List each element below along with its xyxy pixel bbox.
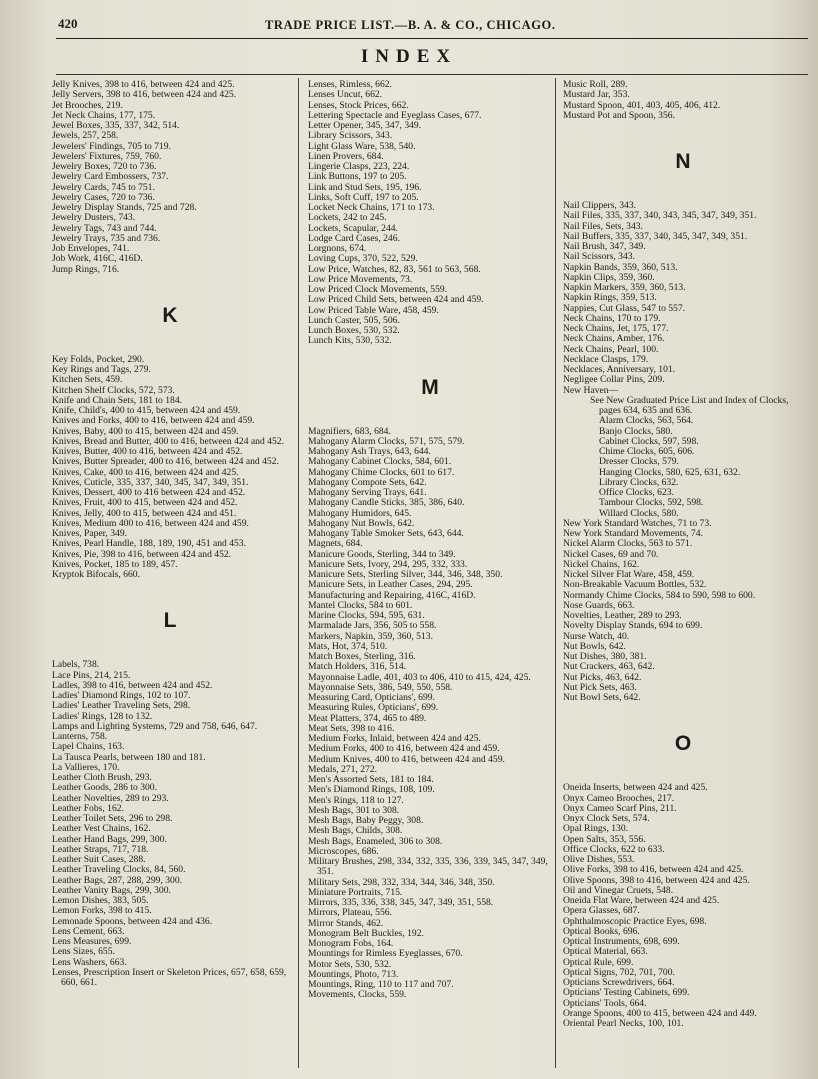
index-entry: Napkin Clips, 359, 360. (563, 271, 655, 283)
index-entry: Necklace Clasps, 179. (563, 353, 649, 365)
index-entry: Oneida Inserts, between 424 and 425. (563, 782, 708, 794)
index-entry: Neck Chains, Pearl, 100. (563, 343, 659, 355)
index-entry: New Haven— (563, 384, 619, 396)
index-entry: Onyx Cameo Brooches, 217. (563, 792, 675, 804)
index-entry: Optical Material, 663. (563, 946, 648, 958)
index-title: INDEX (360, 46, 458, 67)
index-entry: Lemon Forks, 398 to 415. (52, 905, 152, 917)
index-entry: Jewel Boxes, 335, 337, 342, 514. (52, 120, 180, 131)
index-entry: Neck Chains, Jet, 175, 177. (563, 323, 669, 334)
letter-heading-m: M (421, 375, 439, 399)
index-entry: Lapel Chains, 163. (52, 741, 125, 753)
index-entry: Onyx Clock Sets, 574. (563, 813, 650, 824)
index-entry: Military Brushes, 298, 334, 332, 335, 336, 339, 345, 347, 349, 351. (308, 856, 548, 878)
index-entry: Key Rings and Tags, 279. (52, 364, 151, 375)
l-entries-cont (308, 80, 552, 347)
index-entry: Mirror Stands, 462. (308, 917, 384, 929)
index-entry: Medium Knives, 400 to 416, between 424 and 459. (308, 753, 505, 765)
index-entry: Link and Stud Sets, 195, 196. (308, 181, 422, 193)
index-entry: Measuring Card, Opticians', 699. (308, 692, 435, 703)
index-entry: Magnets, 684. (308, 538, 363, 550)
index-entry: Open Salts, 353, 556. (563, 833, 646, 845)
index-entry: Jewelry Card Embossers, 737. (52, 171, 169, 183)
index-entry: Nail Buffers, 335, 337, 340, 345, 347, 349, 351. (563, 230, 748, 242)
index-column-1 (52, 80, 288, 988)
index-entry: Jewelry Tags, 743 and 744. (52, 222, 157, 234)
index-entry: Leather Bags, 287, 288, 299, 300. (52, 874, 183, 886)
index-entry: Measuring Rules, Opticians', 699. (308, 702, 439, 714)
index-entry: Medals, 271, 272. (308, 763, 378, 775)
index-entry: Leather Toilet Sets, 296 to 298. (52, 813, 173, 824)
index-entry: Leather Vanity Bags, 299, 300. (52, 884, 171, 896)
index-entry: Link Buttons, 197 to 205. (308, 171, 407, 183)
index-entry: La Vallieres, 170. (52, 761, 120, 773)
index-entry: Leather Cloth Brush, 293. (52, 772, 152, 783)
index-entry: Light Glass Ware, 538, 540. (308, 140, 416, 152)
index-entry: Leather Goods, 286 to 300. (52, 782, 157, 794)
index-entry: Nail Brush, 347, 349. (563, 241, 646, 252)
index-entry: Cabinet Clocks, 597, 598. (599, 435, 699, 447)
index-entry: Magnifiers, 683, 684. (308, 425, 391, 437)
index-entry: Jewelry Dusters, 743. (52, 212, 136, 224)
l-entries (52, 660, 288, 988)
column-divider-1 (298, 78, 299, 1068)
n-entries (563, 201, 803, 396)
header-rule (56, 38, 808, 39)
o-entries (563, 783, 803, 1029)
index-entry: Manicure Sets, in Leather Cases, 294, 295. (308, 579, 473, 591)
index-entry: Low Priced Table Ware, 458, 459. (308, 304, 439, 316)
index-entry: Low Priced Clock Movements, 559. (308, 284, 448, 295)
index-entry: Mountings for Rimless Eyeglasses, 670. (308, 948, 463, 960)
index-entry: Kryptok Bifocals, 660. (52, 569, 140, 580)
index-entry: Nose Guards, 663. (563, 599, 635, 611)
index-entry: Onyx Cameo Scarf Pins, 211. (563, 802, 677, 814)
index-entry: Olive Dishes, 553. (563, 854, 635, 865)
index-entry: Mahogany Cabinet Clocks, 584, 601. (308, 456, 452, 468)
index-entry: Jelly Servers, 398 to 416, between 424 and 425. (52, 89, 237, 101)
index-entry: Leather Suit Cases, 288. (52, 854, 146, 865)
index-entry: Lamps and Lighting Systems, 729 and 758, 646, 647. (52, 720, 258, 732)
index-entry: Nut Bowl Sets, 642. (563, 692, 641, 703)
index-entry: Jewelers' Fixtures, 759, 760. (52, 150, 162, 162)
index-entry: Novelty Display Stands, 694 to 699. (563, 620, 703, 632)
index-entry: Mahogany Ash Trays, 643, 644. (308, 446, 431, 457)
index-entry: Letter Opener, 345, 347, 349. (308, 120, 422, 131)
index-entry: Napkin Rings, 359, 513. (563, 292, 657, 304)
index-entry: Library Scissors, 343. (308, 130, 393, 142)
index-entry: Military Sets, 298, 332, 334, 344, 346, 348, 350. (308, 876, 495, 888)
index-entry: Chime Clocks, 605, 606. (599, 446, 695, 457)
index-entry: Jet Neck Chains, 177, 175. (52, 109, 156, 121)
index-entry: Lenses, Rimless, 662. (308, 79, 392, 90)
index-entry: Leather Novelties, 289 to 293. (52, 792, 169, 804)
index-entry: Napkin Bands, 359, 360, 513. (563, 261, 678, 273)
index-entry: Leather Hand Bags, 299, 300. (52, 833, 167, 845)
index-entry: Kitchen Shelf Clocks, 572, 573. (52, 384, 175, 396)
title-rule (56, 74, 808, 75)
index-entry: Mirrors, 335, 336, 338, 345, 347, 349, 351, 558. (308, 897, 494, 908)
index-entry: Mirrors, Plateau, 556. (308, 907, 392, 919)
index-entry: Nappies, Cut Glass, 547 to 557. (563, 302, 686, 314)
index-entry: Office Clocks, 623. (599, 487, 674, 498)
index-entry: Lenses, Stock Prices, 662. (308, 99, 409, 111)
index-entry: Lunch Kits, 530, 532. (308, 335, 392, 347)
index-entry: Banjo Clocks, 580. (599, 425, 673, 437)
index-entry: Tambour Clocks, 592, 598. (599, 497, 704, 509)
index-entry: Office Clocks, 622 to 633. (563, 843, 665, 855)
index-entry: Opticians' Testing Cabinets, 699. (563, 987, 690, 999)
index-entry: Lodge Card Cases, 246. (308, 232, 400, 244)
index-entry: Manicure Sets, Sterling Silver, 344, 346, 348, 350. (308, 569, 503, 580)
index-entry: Olive Spoons, 398 to 416, between 424 and 425. (563, 874, 750, 886)
index-entry: Knives, Bread and Butter, 400 to 416, between 424 and 452. (52, 435, 284, 447)
index-entry: Monogram Belt Buckles, 192. (308, 927, 424, 939)
index-entry: Leather Fobs, 162. (52, 802, 124, 814)
index-entry: Mesh Bags, Enameled, 306 to 308. (308, 835, 443, 847)
index-entry: Lockets, Scapular, 244. (308, 222, 398, 234)
index-entry: Nut Bowls, 642. (563, 640, 626, 652)
index-entry: Linen Provers, 684. (308, 150, 384, 162)
index-entry: Jewels, 257, 258. (52, 130, 119, 142)
index-entry: Mesh Bags, Baby Peggy, 308. (308, 815, 424, 826)
index-entry: Mountings, Photo, 713. (308, 968, 399, 980)
index-entry: Mahogany Serving Trays, 641. (308, 487, 427, 498)
index-entry: Marmalade Jars, 356, 505 to 558. (308, 620, 437, 632)
index-entry: Opticians' Tools, 664. (563, 997, 647, 1009)
index-entry: New York Standard Watches, 71 to 73. (563, 517, 712, 529)
index-entry: Knives, Fruit, 400 to 415, between 424 and 452. (52, 497, 238, 509)
index-entry: Lemon Dishes, 383, 505. (52, 895, 149, 906)
index-entry: Negligee Collar Pins, 209. (563, 374, 665, 386)
index-entry: Lunch Caster, 505, 506. (308, 314, 400, 326)
m-entries-cont (563, 80, 803, 121)
index-entry: Men's Rings, 118 to 127. (308, 794, 404, 806)
running-title: TRADE PRICE LIST.—B. A. & CO., CHICAGO. (265, 18, 556, 32)
index-entry: Oil and Vinegar Cruets, 548. (563, 884, 674, 896)
index-entry: Links, Soft Cuff, 197 to 205. (308, 191, 419, 203)
index-entry: Jet Brooches, 219. (52, 99, 123, 111)
index-entry: Lingerie Clasps, 223, 224. (308, 161, 410, 172)
index-entry: Ophthalmoscopic Practice Eyes, 698. (563, 915, 707, 927)
index-entry: Optical Signs, 702, 701, 700. (563, 966, 675, 978)
index-entry: Mahogany Chime Clocks, 601 to 617. (308, 466, 455, 478)
index-entry: Optical Instruments, 698, 699. (563, 936, 680, 947)
index-entry: Lens Measures, 699. (52, 936, 132, 947)
index-entry: Leather Traveling Clocks, 84, 560. (52, 864, 186, 876)
index-entry: Mats, Hot, 374, 510. (308, 640, 388, 652)
index-entry: Manicure Sets, Ivory, 294, 295, 332, 333. (308, 558, 468, 570)
index-entry: Lemonade Spoons, between 424 and 436. (52, 915, 213, 927)
index-entry: Knives, Pie, 398 to 416, between 424 and 452. (52, 548, 232, 560)
index-entry: Alarm Clocks, 563, 564. (599, 415, 694, 427)
index-entry: Kitchen Sets, 459. (52, 374, 123, 386)
index-entry: Lettering Spectacle and Eyeglass Cases, 677. (308, 109, 482, 121)
index-entry: Optical Rule, 699. (563, 956, 634, 968)
index-entry: Mantel Clocks, 584 to 601. (308, 599, 413, 611)
index-entry: Willard Clocks, 580. (599, 507, 679, 519)
index-entry: Knives, Baby, 400 to 415, between 424 and 459. (52, 425, 239, 437)
index-entry: Hanging Clocks, 580, 625, 631, 632. (599, 466, 741, 478)
index-entry: Knives, Medium 400 to 416, between 424 and 459. (52, 517, 249, 529)
index-entry: Nickel Chains, 162. (563, 558, 640, 570)
index-entry: Lenses, Prescription Insert or Skeleton Prices, 657, 658, 659, 660, 661. (52, 966, 287, 988)
index-entry: Mountings, Ring, 110 to 117 and 707. (308, 979, 454, 990)
index-entry: Nickel Cases, 69 and 70. (563, 548, 659, 560)
index-entry: Lenses Uncut, 662. (308, 89, 383, 101)
page-number: 420 (58, 16, 78, 31)
index-entry: Mahogany Nut Bowls, 642. (308, 517, 415, 529)
index-entry: Mahogany Humidors, 645. (308, 507, 412, 519)
index-entry: Mahogany Table Smoker Sets, 643, 644. (308, 528, 464, 539)
index-entry: Jewelry Trays, 735 and 736. (52, 232, 161, 244)
index-entry: Necklaces, Anniversary, 101. (563, 364, 676, 375)
index-entry: La Tausca Pearls, between 180 and 181. (52, 751, 206, 763)
index-entry: Job Work, 416C, 416D. (52, 253, 143, 265)
index-entry: Opal Rings, 130. (563, 823, 629, 835)
index-entry: Nail Scissors, 343. (563, 251, 635, 263)
index-entry: Nut Picks, 463, 642. (563, 671, 642, 683)
index-entry: Leather Straps, 717, 718. (52, 843, 149, 855)
index-entry: Olive Forks, 398 to 416, between 424 and 425. (563, 864, 744, 876)
index-entry: Lace Pins, 214, 215. (52, 669, 131, 681)
index-entry: Marine Clocks, 594, 595, 631. (308, 610, 425, 621)
index-entry: New York Standard Movements, 74. (563, 528, 703, 539)
index-entry: Knives, Jelly, 400 to 415, between 424 and 451. (52, 507, 237, 519)
index-entry: Mahogany Compote Sets, 642. (308, 476, 427, 488)
index-entry: Jewelry Boxes, 720 to 736. (52, 161, 157, 172)
index-entry: Jelly Knives, 398 to 416, between 424 and 425. (52, 79, 235, 90)
index-entry: Nickel Alarm Clocks, 563 to 571. (563, 538, 693, 550)
letter-heading-l: L (163, 609, 177, 633)
index-entry: Locket Neck Chains, 171 to 173. (308, 202, 435, 213)
index-entry: Knives, Pocket, 185 to 189, 457. (52, 558, 178, 570)
index-entry: Lens Washers, 663. (52, 956, 127, 968)
index-entry: Ladies' Diamond Rings, 102 to 107. (52, 690, 191, 701)
k-entries (52, 355, 288, 581)
index-entry: Meat Sets, 398 to 416. (308, 722, 395, 734)
index-entry: Knives, Butter, 400 to 416, between 424 and 452. (52, 446, 243, 457)
index-entry: Knives, Butter Spreader, 400 to 416, between 424 and 452. (52, 456, 279, 468)
index-entry: Match Boxes, Sterling, 316. (308, 651, 416, 662)
index-entry: Monogram Fobs, 164. (308, 938, 394, 949)
index-entry: Jewelry Cases, 720 to 736. (52, 191, 155, 203)
index-entry: Lens Sizes, 655. (52, 946, 115, 958)
index-entry: Movements, Clocks, 559. (308, 989, 407, 1001)
index-entry: Knives, Cake, 400 to 416, between 424 and 425. (52, 466, 239, 478)
index-entry: Nail Files, 335, 337, 340, 343, 345, 347, 349, 351. (563, 210, 757, 222)
index-entry: Oriental Pearl Necks, 100, 101. (563, 1018, 684, 1029)
index-entry: Ladies' Leather Traveling Sets, 298. (52, 700, 191, 712)
letter-heading-o: O (674, 732, 692, 756)
index-entry: Oneida Flat Ware, between 424 and 425. (563, 895, 720, 906)
new-haven-entries (563, 416, 803, 519)
index-entry: Knives, Paper, 349. (52, 528, 128, 539)
index-entry: Match Holders, 316, 514. (308, 661, 407, 673)
index-entry: Mustard Jar, 353. (563, 89, 630, 101)
index-entry: Job Envelopes, 741. (52, 243, 130, 254)
index-entry: Knife, Child's, 400 to 415, between 424 and 459. (52, 405, 241, 416)
index-entry: Low Price, Watches, 82, 83, 561 to 563, 568. (308, 263, 481, 275)
j-entries (52, 80, 288, 275)
index-entry: Opera Glasses, 687. (563, 905, 640, 917)
index-entry: Mustard Spoon, 401, 403, 405, 406, 412. (563, 99, 721, 111)
index-entry: Low Price Movements, 73. (308, 273, 413, 285)
index-entry: Dresser Clocks, 579. (599, 456, 679, 468)
index-entry: Optical Books, 696. (563, 925, 640, 937)
index-entry: Non-Breakable Vacuum Bottles, 532. (563, 579, 707, 591)
index-entry: Ladies' Rings, 128 to 132. (52, 710, 153, 722)
index-entry: Library Clocks, 632. (599, 476, 679, 488)
column-divider-2 (555, 78, 556, 1068)
m-entries (308, 427, 552, 1001)
index-entry: Lens Cement, 663. (52, 925, 125, 937)
index-entry: Men's Diamond Rings, 108, 109. (308, 784, 435, 796)
index-entry: Napkin Markers, 359, 360, 513. (563, 282, 686, 293)
index-entry: Mayonnaise Ladle, 401, 403 to 406, 410 to 415, 424, 425. (308, 671, 531, 683)
index-entry: Opticians Screwdrivers, 664. (563, 977, 675, 988)
index-entry: Knives, Dessert, 400 to 416 between 424 and 452. (52, 487, 246, 498)
index-entry: Neck Chains, Amber, 176. (563, 333, 665, 345)
index-entry: Knives and Forks, 400 to 416, between 424 and 459. (52, 415, 255, 427)
index-entry: Microscopes, 686. (308, 845, 379, 857)
index-entry: Mustard Pot and Spoon, 356. (563, 109, 675, 121)
index-entry: Mahogany Candle Sticks, 385, 386, 640. (308, 497, 465, 509)
index-entry: Meat Platters, 374, 465 to 489. (308, 712, 427, 724)
index-entry: Lorgnons, 674. (308, 243, 367, 254)
index-entry: Nut Pick Sets, 463. (563, 681, 637, 693)
new-haven-note: See New Graduated Price List and Index of Clocks, pages 634, 635 and 636. (590, 394, 789, 416)
index-entry: Normandy Chime Clocks, 584 to 590, 598 to 600. (563, 589, 756, 601)
index-entry: Mesh Bags, Childs, 308. (308, 825, 403, 837)
index-entry: Markers, Napkin, 359, 360, 513. (308, 630, 433, 642)
index-entry: Neck Chains, 170 to 179. (563, 312, 661, 324)
index-entry: Nut Crackers, 463, 642. (563, 661, 655, 673)
index-entry: Mesh Bags, 301 to 308. (308, 804, 400, 816)
index-entry: Mayonnaise Sets, 386, 549, 550, 558. (308, 681, 453, 693)
index-entry: Knives, Pearl Handle, 188, 189, 190, 451 and 453. (52, 538, 246, 550)
index-entry: Lanterns, 758. (52, 731, 108, 742)
index-entry: Nail Files, Sets, 343. (563, 220, 643, 232)
index-entry: Ladles, 398 to 416, between 424 and 452. (52, 679, 213, 691)
index-entry: Medium Forks, 400 to 416, between 424 and 459. (308, 743, 500, 755)
index-entry: Mahogany Alarm Clocks, 571, 575, 579. (308, 435, 465, 447)
index-entry: Key Folds, Pocket, 290. (52, 353, 145, 365)
index-entry: Nut Dishes, 380, 381. (563, 651, 647, 662)
index-entry: Loving Cups, 370, 522, 529. (308, 253, 418, 265)
index-entry: Music Roll, 289. (563, 79, 628, 90)
index-entry: Miniature Portraits, 715. (308, 886, 403, 898)
index-entry: Knife and Chain Sets, 181 to 184. (52, 394, 183, 406)
letter-heading-n: N (675, 150, 691, 173)
n-entries-cont (563, 519, 803, 704)
index-entry: Jewelry Cards, 745 to 751. (52, 181, 155, 193)
index-entry: Jewelry Display Stands, 725 and 728. (52, 202, 197, 213)
index-entry: Medium Forks, Inlaid, between 424 and 425. (308, 733, 481, 744)
index-entry: Jump Rings, 716. (52, 263, 120, 275)
index-entry: Jewelers' Findings, 705 to 719. (52, 140, 171, 152)
index-column-2 (308, 80, 552, 1001)
index-entry: Manufacturing and Repairing, 416C, 416D. (308, 589, 476, 601)
index-entry: Low Priced Child Sets, between 424 and 459. (308, 294, 484, 306)
index-entry: Manicure Goods, Sterling, 344 to 349. (308, 548, 456, 560)
index-entry: Labels, 738. (52, 659, 100, 671)
index-entry: Men's Assorted Sets, 181 to 184. (308, 774, 434, 785)
index-entry: Knives, Cuticle, 335, 337, 340, 345, 347, 349, 351. (52, 476, 249, 488)
index-entry: Leather Vest Chains, 162. (52, 823, 151, 835)
index-entry: Motor Sets, 530, 532. (308, 958, 392, 970)
index-entry: Nurse Watch, 40. (563, 630, 630, 642)
index-entry: Nail Clippers, 343. (563, 200, 637, 211)
index-entry: Lockets, 242 to 245. (308, 212, 387, 224)
index-entry: Lunch Boxes, 530, 532. (308, 325, 400, 336)
index-entry: Nickel Silver Flat Ware, 458, 459. (563, 569, 695, 580)
letter-heading-k: K (162, 303, 178, 327)
index-entry: Orange Spoons, 400 to 415, between 424 and 449. (563, 1007, 757, 1019)
index-entry: Novelties, Leather, 289 to 293. (563, 610, 682, 621)
index-column-3 (563, 80, 803, 1029)
